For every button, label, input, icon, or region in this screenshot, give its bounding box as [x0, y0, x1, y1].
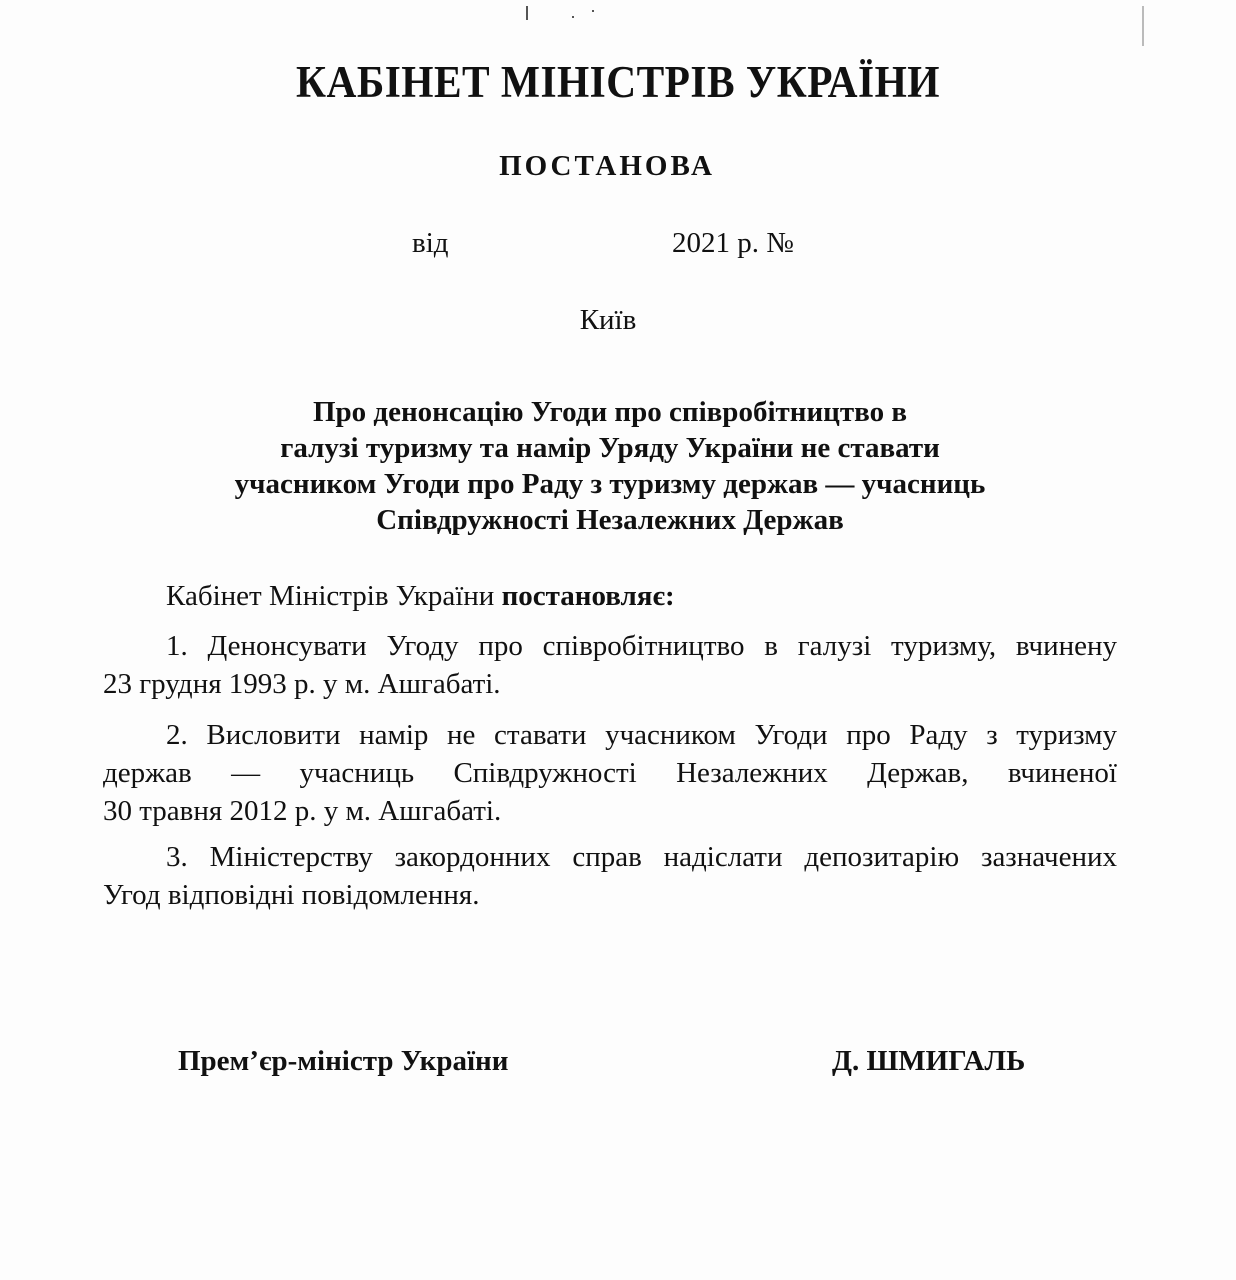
paragraph-line: 30 травня 2012 р. у м. Ашгабаті. — [103, 795, 502, 827]
scan-mark — [592, 10, 594, 12]
signatory-title: Прем’єр-міністр України — [178, 1045, 509, 1077]
paragraph-line: 1. Денонсувати Угоду про співробітництво в галузі туризму, вчинену — [166, 630, 1117, 662]
document-subject — [160, 394, 1060, 538]
date-year-number: 2021 р. № — [672, 227, 794, 259]
scan-mark — [526, 6, 528, 20]
preamble — [166, 580, 675, 613]
preamble-bold: постановляє: — [501, 580, 675, 612]
preamble-text: Кабінет Міністрів України — [166, 580, 502, 612]
subject-line: галузі туризму та намір Уряду України не ставати — [280, 432, 940, 464]
paragraph-3 — [103, 838, 1117, 914]
subject-line: Співдружності Незалежних Держав — [376, 504, 844, 536]
paragraph-2 — [103, 716, 1117, 830]
city: Київ — [579, 304, 637, 336]
subject-line: Про денонсацію Угоди про співробітництво в — [312, 396, 907, 428]
scan-mark — [572, 16, 574, 18]
organization-title: КАБІНЕТ МІНІСТРІВ УКРАЇНИ — [296, 57, 940, 107]
date-from-label: від — [412, 227, 449, 259]
subject-line: учасником Угоди про Раду з туризму держав — учасниць — [234, 468, 986, 500]
paragraph-line: 23 грудня 1993 р. у м. Ашгабаті. — [103, 668, 501, 700]
scan-mark — [1142, 6, 1144, 46]
paragraph-line: держав — учасниць Співдружності Незалежних Держав, вчиненої — [103, 757, 1117, 789]
paragraph-1 — [103, 627, 1117, 703]
paragraph-line: Угод відповідні повідомлення. — [103, 879, 480, 911]
paragraph-line: 3. Міністерству закордонних справ надіслати депозитарію зазначених — [166, 841, 1117, 873]
document-type: ПОСТАНОВА — [499, 150, 715, 182]
signatory-name: Д. ШМИГАЛЬ — [832, 1045, 1026, 1077]
paragraph-line: 2. Висловити намір не ставати учасником Угоди про Раду з туризму — [166, 719, 1117, 751]
